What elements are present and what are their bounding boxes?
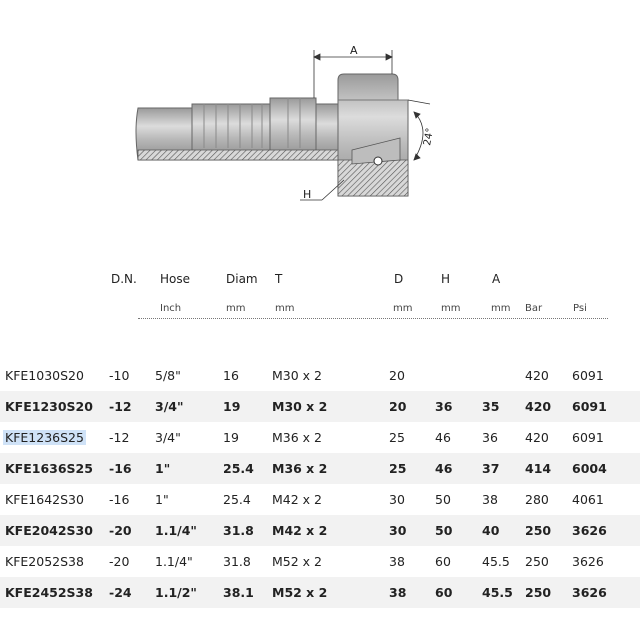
row-diam: 19 (223, 430, 239, 445)
row-a: 40 (482, 523, 500, 538)
row-dn: -20 (109, 523, 132, 538)
row-diam: 25.4 (223, 461, 254, 476)
row-diam: 25.4 (223, 492, 251, 507)
row-hose: 1" (155, 492, 169, 507)
row-diam: 31.8 (223, 554, 251, 569)
row-hose: 1.1/4" (155, 554, 193, 569)
row-diam: 38.1 (223, 585, 254, 600)
table-row (0, 360, 640, 391)
unit-d: mm (393, 303, 413, 314)
row-a: 35 (482, 399, 500, 414)
row-dn: -16 (109, 492, 130, 507)
row-thread: M30 x 2 (272, 368, 322, 383)
row-a: 37 (482, 461, 500, 476)
row-bar: 414 (525, 461, 552, 476)
row-diam: 19 (223, 399, 241, 414)
unit-a: mm (491, 303, 511, 314)
row-code: KFE1230S20 (5, 399, 93, 414)
unit-psi: Psi (573, 303, 587, 314)
row-h: 46 (435, 461, 453, 476)
row-d: 25 (389, 430, 405, 445)
row-d: 25 (389, 461, 407, 476)
header-diam: Diam (226, 272, 258, 286)
row-dn: -24 (109, 585, 132, 600)
row-psi: 6004 (572, 461, 607, 476)
row-dn: -10 (109, 368, 130, 383)
angle-label: 24° (422, 127, 437, 147)
row-a: 38 (482, 492, 498, 507)
row-bar: 420 (525, 399, 552, 414)
row-psi: 6091 (572, 399, 607, 414)
row-bar: 420 (525, 368, 549, 383)
row-code: KFE1030S20 (5, 368, 84, 383)
table-row (0, 546, 640, 577)
fitting-drawing (0, 0, 640, 240)
row-d: 38 (389, 585, 407, 600)
row-bar: 250 (525, 523, 552, 538)
header-divider (138, 318, 608, 319)
row-bar: 280 (525, 492, 549, 507)
row-thread: M36 x 2 (272, 461, 328, 476)
header-hose: Hose (160, 272, 190, 286)
row-bar: 250 (525, 585, 552, 600)
row-code: KFE1236S25 (5, 430, 84, 445)
row-diam: 31.8 (223, 523, 254, 538)
row-psi: 3626 (572, 554, 604, 569)
unit-hose: Inch (160, 303, 182, 314)
table-row (0, 484, 640, 515)
dim-a-label: A (350, 44, 358, 57)
row-hose: 1.1/2" (155, 585, 197, 600)
row-thread: M42 x 2 (272, 523, 328, 538)
unit-t: mm (275, 303, 295, 314)
row-h: 60 (435, 585, 453, 600)
row-d: 30 (389, 492, 405, 507)
row-a: 45.5 (482, 585, 513, 600)
unit-bar: Bar (525, 303, 543, 314)
header-a: A (492, 272, 501, 286)
row-code: KFE2452S38 (5, 585, 93, 600)
row-thread: M30 x 2 (272, 399, 328, 414)
row-dn: -12 (109, 430, 130, 445)
row-a: 36 (482, 430, 498, 445)
row-d: 38 (389, 554, 405, 569)
row-thread: M42 x 2 (272, 492, 322, 507)
row-psi: 3626 (572, 585, 607, 600)
row-psi: 6091 (572, 430, 604, 445)
row-code: KFE2042S30 (5, 523, 93, 538)
row-code: KFE1636S25 (5, 461, 93, 476)
row-dn: -12 (109, 399, 132, 414)
header-t: T (275, 272, 283, 286)
row-h: 36 (435, 399, 453, 414)
row-hose: 1" (155, 461, 171, 476)
unit-diam: mm (226, 303, 246, 314)
table-row (0, 422, 640, 453)
dim-h-label: H (303, 188, 312, 201)
header-dn: D.N. (111, 272, 137, 286)
row-h: 50 (435, 492, 451, 507)
row-bar: 250 (525, 554, 549, 569)
header-d: D (394, 272, 404, 286)
row-psi: 6091 (572, 368, 604, 383)
row-thread: M52 x 2 (272, 585, 328, 600)
row-dn: -16 (109, 461, 132, 476)
row-psi: 4061 (572, 492, 604, 507)
row-diam: 16 (223, 368, 239, 383)
header-h: H (441, 272, 451, 286)
row-thread: M36 x 2 (272, 430, 322, 445)
row-d: 30 (389, 523, 407, 538)
row-psi: 3626 (572, 523, 607, 538)
row-hose: 5/8" (155, 368, 181, 383)
row-h: 46 (435, 430, 451, 445)
row-h: 50 (435, 523, 453, 538)
table-row (0, 391, 640, 422)
row-hose: 1.1/4" (155, 523, 197, 538)
product-table (0, 360, 640, 608)
row-hose: 3/4" (155, 399, 184, 414)
table-row (0, 577, 640, 608)
row-bar: 420 (525, 430, 549, 445)
row-d: 20 (389, 368, 405, 383)
table-row (0, 515, 640, 546)
row-dn: -20 (109, 554, 130, 569)
row-a: 45.5 (482, 554, 510, 569)
row-hose: 3/4" (155, 430, 181, 445)
row-thread: M52 x 2 (272, 554, 322, 569)
table-row (0, 453, 640, 484)
row-h: 60 (435, 554, 451, 569)
row-d: 20 (389, 399, 407, 414)
row-code: KFE2052S38 (5, 554, 84, 569)
unit-h: mm (441, 303, 461, 314)
row-code: KFE1642S30 (5, 492, 84, 507)
